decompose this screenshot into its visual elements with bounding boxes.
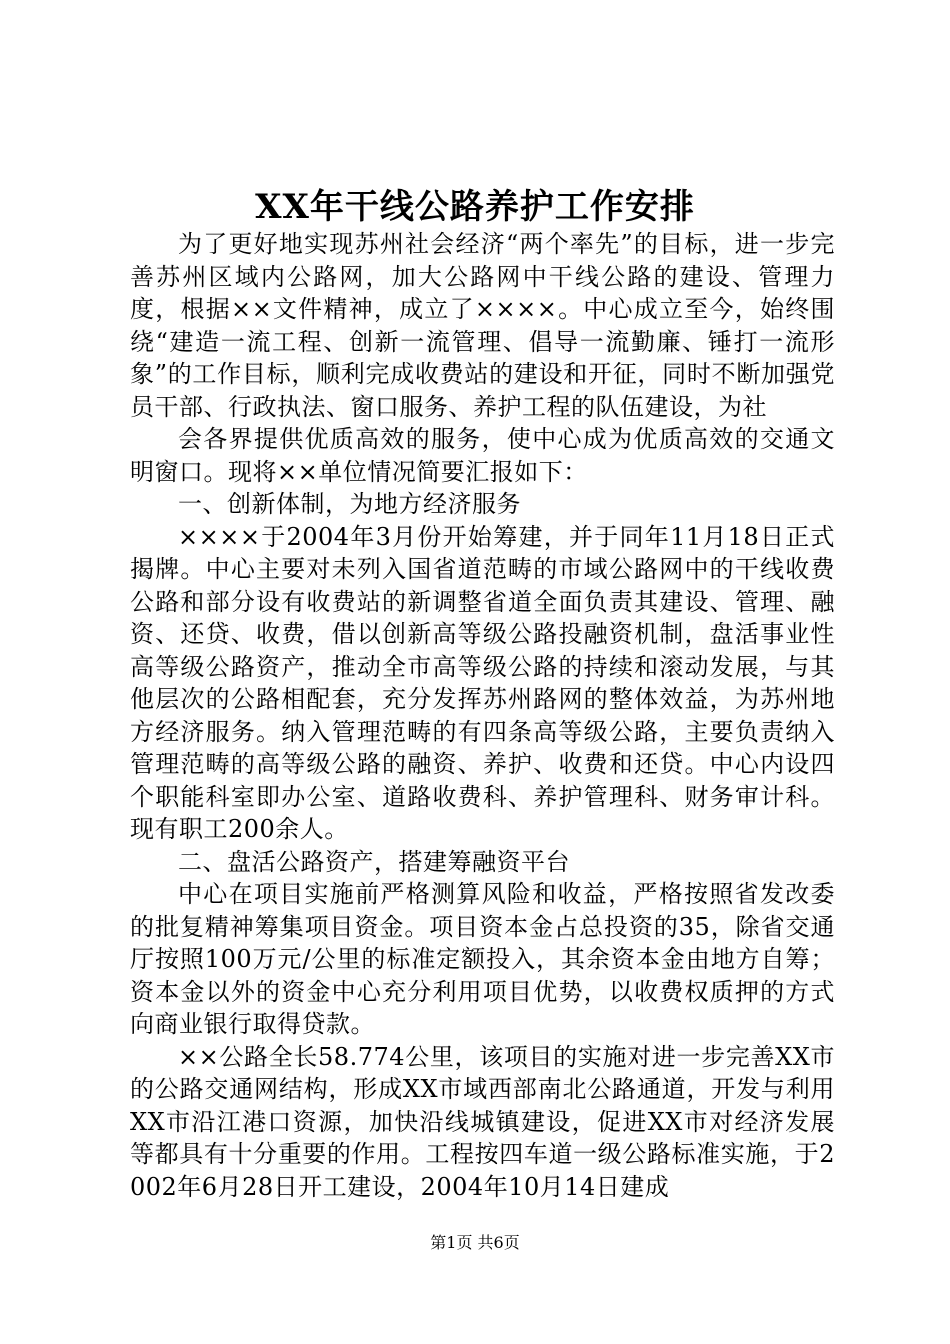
document-body — [130, 228, 835, 1203]
document-title: XX年干线公路养护工作安排 — [255, 187, 695, 227]
page-number-footer: 第1页 共6页 — [430, 1233, 520, 1252]
paragraph: 中心在项目实施前严格测算风险和收益，严格按照省发改委的批复精神筹集项目资金。项目资本金占总投资的35，除省交通厅按照100万元/公里的标准定额投入，其余资本金由地方自筹；资本金以外的资金中心充分利用项目优势，以收费权质押的方式向商业银行取得贷款。 — [130, 880, 835, 1038]
paragraph: 会各界提供优质高效的服务，使中心成为优质高效的交通文明窗口。现将××单位情况简要汇报如下： — [130, 425, 835, 486]
section-heading: 一、创新体制，为地方经济服务 — [178, 490, 521, 518]
paragraph: ××××于2004年3月份开始筹建，并于同年11月18日正式揭牌。中心主要对未列入国省道范畴的市域公路网中的干线收费公路和部分设有收费站的新调整省道全面负责其建设、管理、融资、还贷、收费，借以创新高等级公路投融资机制，盘活事业性高等级公路资产，推动全市高等级公路的持续和滚动发展，与其他层次的公路相配套，充分发挥苏州路网的整体效益，为苏州地方经济服务。纳入管理范畴的有四条高等级公路，主要负责纳入管理范畴的高等级公路的融资、养护、收费和还贷。中心内设四个职能科室即办公室、道路收费科、养护管理科、财务审计科。现有职工200余人。 — [130, 522, 835, 843]
paragraph: ××公路全长58.774公里，该项目的实施对进一步完善XX市的公路交通网结构，形成XX市域西部南北公路通道，开发与利用XX市沿江港口资源，加快沿线城镇建设，促进XX市对经济发展等都具有十分重要的作用。工程按四车道一级公路标准实施，于2002年6月28日开工建设，2004年10月14日建成 — [130, 1042, 835, 1201]
section-heading: 二、盘活公路资产，搭建筹融资平台 — [178, 847, 570, 876]
paragraph: 为了更好地实现苏州社会经济“两个率先”的目标，进一步完善苏州区域内公路网，加大公路网中干线公路的建设、管理力度，根据××文件精神，成立了××××。中心成立至今，始终围绕“建造一流工程、创新一流管理、倡导一流勤廉、锤打一流形象”的工作目标，顺利完成收费站的建设和开征，同时不断加强党员干部、行政执法、窗口服务、养护工程的队伍建设，为社 — [130, 230, 835, 421]
